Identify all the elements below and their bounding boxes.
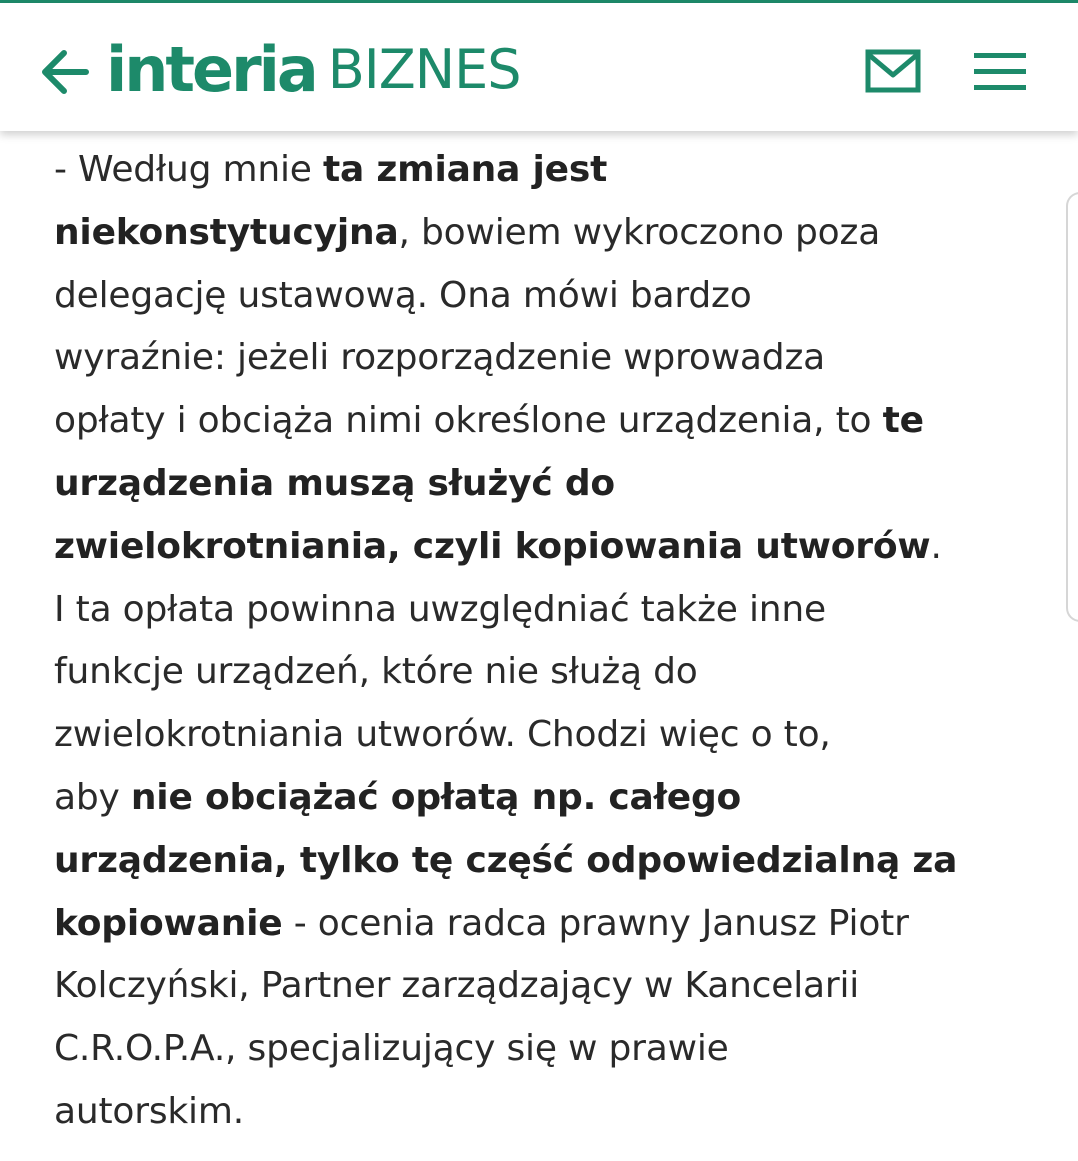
bold-text: zwielokrotniania, czyli kopiowania utworów: [54, 526, 931, 567]
article-line: [54, 462, 615, 506]
text-run: wyraźnie: jeżeli rozporządzenie wprowadza: [54, 337, 826, 378]
text-run: autorskim.: [54, 1091, 244, 1132]
text-run: funkcje urządzeń, które nie służą do: [54, 651, 698, 692]
mail-button[interactable]: [864, 47, 922, 95]
logo-section-biznes: BIZNES: [327, 38, 521, 101]
article-line: [54, 776, 741, 820]
text-run: C.R.O.P.A., specjalizujący się w prawie: [54, 1028, 729, 1069]
text-run: delegację ustawową. Ona mówi bardzo: [54, 275, 752, 316]
article-line: [54, 588, 826, 632]
text-run: .: [930, 526, 942, 567]
text-run: I ta opłata powinna uwzględniać także inne: [54, 589, 826, 630]
app-header: [0, 3, 1078, 131]
text-run: opłaty i obciąża nimi określone urządzenia, to: [54, 400, 883, 441]
article-line: [54, 336, 825, 380]
text-run: , bowiem wykroczono poza: [398, 212, 881, 253]
article-line: [54, 1027, 729, 1071]
text-run: Kolczyński, Partner zarządzający w Kancelarii: [54, 965, 860, 1006]
article-line: [54, 713, 831, 757]
bold-text: niekonstytucyjna: [54, 212, 399, 253]
bold-text: ta zmiana jest: [322, 149, 608, 190]
bold-text: nie obciążać opłatą np. całego: [130, 777, 742, 818]
text-run: zwielokrotniania utworów. Chodzi więc o to,: [54, 714, 831, 755]
text-run: - ocenia radca prawny Janusz Piotr: [282, 903, 909, 944]
article-line: [54, 964, 859, 1008]
bold-text: kopiowanie: [54, 903, 283, 944]
bold-text: te: [882, 400, 924, 441]
hamburger-menu-icon: [970, 47, 1030, 97]
text-run: - Według mnie: [54, 149, 323, 190]
article-line: [54, 650, 698, 694]
article-line: [54, 211, 880, 255]
arrow-left-icon: [36, 41, 92, 103]
article-line: [54, 839, 957, 883]
site-logo[interactable]: [106, 29, 521, 111]
article-line: [54, 525, 942, 569]
logo-interia: interia: [106, 33, 316, 106]
bold-text: urządzenia muszą służyć do: [54, 463, 615, 504]
article-line: [54, 148, 607, 192]
article-line: [54, 399, 924, 443]
bold-text: urządzenia, tylko tę część odpowiedzialną za: [54, 840, 958, 881]
article-line: [54, 274, 752, 318]
menu-button[interactable]: [970, 47, 1030, 97]
text-run: aby: [54, 777, 131, 818]
mail-icon: [864, 47, 922, 95]
article-line: [54, 1090, 244, 1134]
article-line: [54, 902, 909, 946]
back-button[interactable]: [36, 41, 92, 103]
scrollbar-thumb[interactable]: [1066, 192, 1078, 622]
